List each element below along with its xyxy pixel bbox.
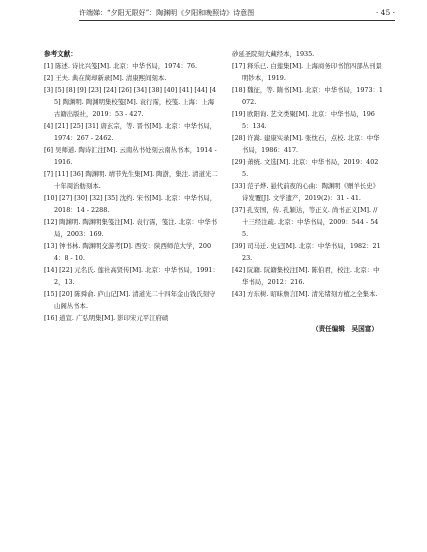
reference-item: [37] 孔安国，传. 孔颖达，等正义. 尚书正义[M]. // 十三经注疏. 北京：中华书局，2009：544 - 545. [232,206,379,238]
reference-item: [39] 司马迁. 史记[M]. 北京：中华书局，1982：2123. [232,242,381,262]
reference-item: [12] 陶渊明. 陶渊明集笺注[M]. 袁行霈，笺注. 北京：中华书局，2003：169. [44,218,218,238]
running-header-title: 许端娣：“夕阳无限好”：陶渊明《夕阳和晚照诗》诗意图 [79,9,255,17]
reference-item: [18] 魏征，等. 隋书[M]. 北京：中华书局，1973：1072. [232,86,383,106]
reference-item: [16] 道宣. 广弘明集[M]. 影印宋元平江府碛 [44,314,169,322]
header-rule [79,20,395,21]
reference-item: [6] 吴师道. 陶诗汇注[M]. 云南丛书处刻云南丛书本，1914 - 1916. [44,146,217,166]
reference-item: [28] 许嵩. 建康实录[M]. 张忱石，点校. 北京：中华书局，1986：417. [232,134,380,154]
reference-item: [10] [27] [30] [32] [35] 沈约. 宋书[M]. 北京：中华书局，2018：14 - 2288. [44,194,217,214]
reference-item: [15] [20] 陈舜俞. 庐山记[M]. 清道光二十四年金山钱氏刻守山阁丛书本. [44,290,216,310]
running-header [79,8,395,20]
reference-item: [19] 欧阳询. 艺文类聚[M]. 北京：中华书局，1965：134. [232,110,375,130]
reference-item: [43] 方东树. 昭昧詹言[M]. 清光绪刻方植之全集本. [232,290,378,298]
references-heading: 参考文献： [44,50,77,58]
reference-item: [42] 阮籍. 阮籍集校注[M]. 陈伯君，校注. 北京：中华书局，2012：216. [232,266,380,286]
reference-item: [1] 陈述. 诗比兴笺[M]. 北京：中华书局，1974：76. [44,62,198,70]
reference-item: [7] [11] [36] 陶渊明. 靖节先生集[M]. 陶澍，集注. 清道光二十年周治舫刻本. [44,170,218,190]
reference-item: [17] 释乐已. 白莲集[M]. 上海商务印书馆四部丛刊景明钞本，1919. [232,62,382,82]
reference-item: [2] 王夫. 典在简却新录[M]. 清康熙间刻本. [44,74,167,82]
reference-continuation: 砂延圣院刻大藏经本，1935. [232,50,315,58]
references-right-column [232,48,384,300]
reference-item: [4] [21] [25] [31] 唐玄宗，等. 晋书[M]. 北京：中华书局，1974：267 - 2462. [44,122,217,142]
reference-item: [29] 萧统. 文选[M]. 北京：中华书局，2019：4025. [232,158,379,178]
reference-item: [3] [5] [8] [9] [23] [24] [26] [34] [38] [40] [41] [44] [45] 陶渊明. 陶渊明集校笺[M]. 袁行霈，校笺. 上海：上海古籍出版社，2019：53 - 427. [44,86,217,118]
reference-item: [33] 范子烨. 悬代前夜的心曲：陶渊明《赠羊长史》诗发覆[J]. 文学遗产，2019(2)：31 - 41. [232,182,380,202]
reference-item: [13] 钟书林. 陶渊明交游考[D]. 西安：陕西师范大学，2004：8 - 10. [44,242,212,262]
reference-item: [14] [22] 元名氏. 莲社高贤传[M]. 北京：中华书局，1991：2，13. [44,266,219,286]
page-number: · 45 · [375,8,395,17]
editor-credit: （责任编辑 吴国富） [312,325,378,333]
references-left-column [44,48,219,324]
